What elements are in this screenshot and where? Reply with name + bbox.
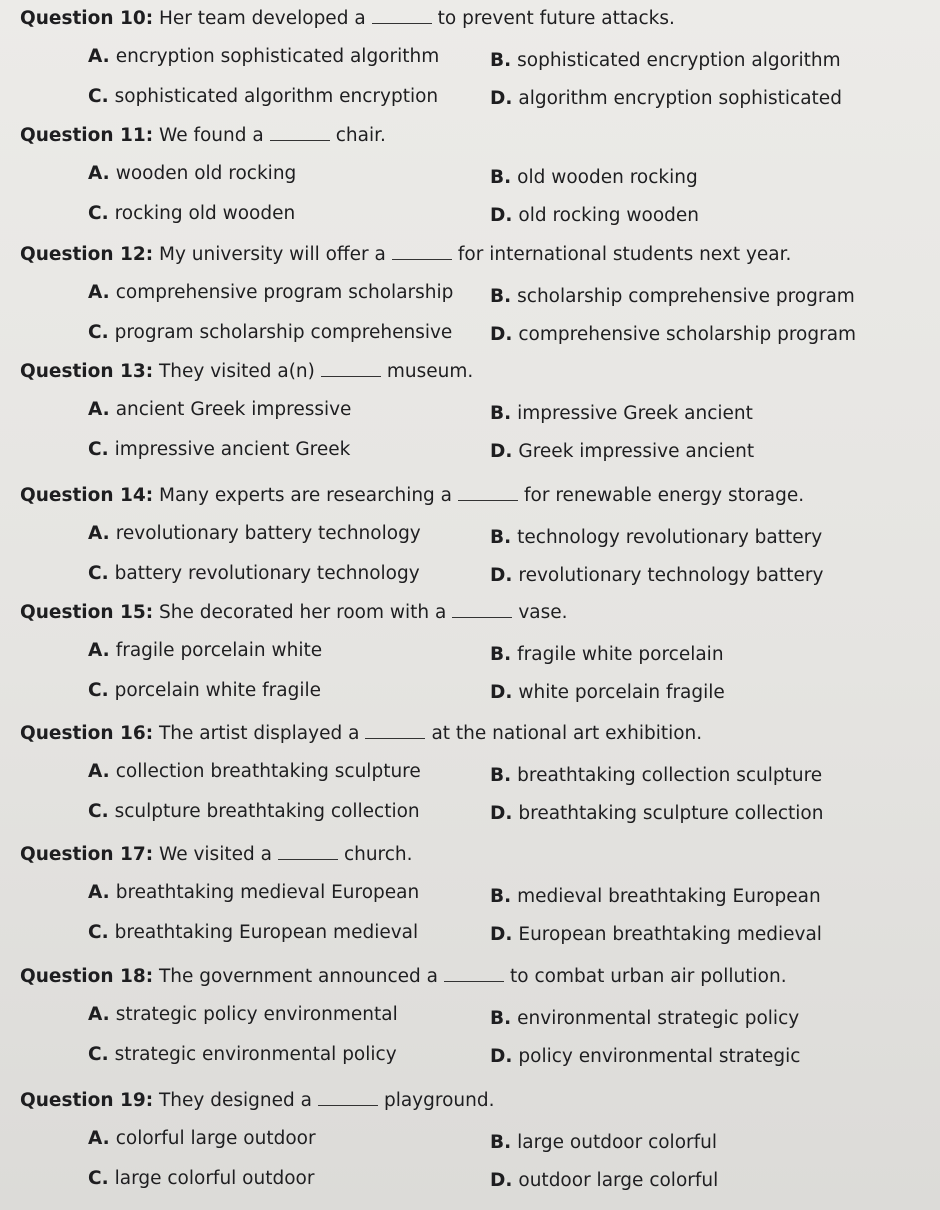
question-number: Question 19:: [20, 1090, 154, 1111]
question-number: Question 11:: [20, 125, 154, 146]
question-stem: [20, 244, 791, 265]
question-stem: [20, 1090, 494, 1111]
question-stem: [20, 966, 787, 987]
option-b: B. large outdoor colorful: [490, 1132, 718, 1153]
option-d: D. comprehensive scholarship program: [490, 324, 857, 345]
option-d: D. old rocking wooden: [490, 205, 699, 226]
option-a: A. revolutionary battery technology: [88, 523, 421, 544]
option-d: D. algorithm encryption sophisticated: [490, 88, 842, 109]
option-c: C. strategic environmental policy: [88, 1044, 397, 1065]
stem-before: We found a: [159, 125, 264, 146]
question-number: Question 12:: [20, 244, 154, 265]
option-a: A. strategic policy environmental: [88, 1004, 398, 1025]
question-number: Question 18:: [20, 966, 154, 987]
answer-blank: [372, 9, 432, 24]
option-d: D. revolutionary technology battery: [490, 565, 824, 586]
question-stem: [20, 361, 473, 382]
question-number: Question 14:: [20, 485, 154, 506]
option-d: D. policy environmental strategic: [490, 1046, 801, 1067]
stem-after: vase.: [518, 602, 568, 623]
stem-before: My university will offer a: [159, 244, 386, 265]
option-b: B. old wooden rocking: [490, 167, 698, 188]
answer-blank: [365, 724, 425, 739]
answer-blank: [318, 1091, 378, 1106]
question-stem: [20, 844, 413, 865]
stem-after: playground.: [383, 1090, 495, 1111]
stem-after: at the national art exhibition.: [431, 723, 703, 744]
question-stem: [20, 723, 702, 744]
option-a: A. collection breathtaking sculpture: [88, 761, 421, 782]
answer-blank: [278, 845, 338, 860]
option-a: A. comprehensive program scholarship: [88, 282, 454, 303]
option-b: B. technology revolutionary battery: [490, 527, 823, 548]
stem-after: to combat urban air pollution.: [510, 966, 787, 987]
option-b: B. scholarship comprehensive program: [490, 286, 855, 307]
question-18: [0, 962, 940, 1080]
stem-before: We visited a: [159, 844, 272, 865]
question-stem: [20, 602, 568, 623]
option-a: A. wooden old rocking: [88, 163, 297, 184]
question-15: [0, 598, 940, 716]
question-10: [0, 4, 940, 122]
stem-before: The government announced a: [159, 966, 439, 987]
option-a: A. ancient Greek impressive: [88, 399, 352, 420]
option-b: B. sophisticated encryption algorithm: [490, 50, 841, 71]
option-b: B. breathtaking collection sculpture: [490, 765, 823, 786]
option-c: C. large colorful outdoor: [88, 1168, 315, 1189]
option-b: B. medieval breathtaking European: [490, 886, 821, 907]
answer-blank: [392, 245, 452, 260]
question-11: [0, 121, 940, 239]
answer-blank: [321, 362, 381, 377]
option-c: C. program scholarship comprehensive: [88, 322, 453, 343]
question-stem: [20, 8, 675, 29]
question-13: [0, 357, 940, 475]
option-c: C. sculpture breathtaking collection: [88, 801, 420, 822]
question-number: Question 15:: [20, 602, 154, 623]
question-14: [0, 481, 940, 599]
stem-before: Her team developed a: [159, 8, 366, 29]
option-c: C. breathtaking European medieval: [88, 922, 419, 943]
option-c: C. sophisticated algorithm encryption: [88, 86, 439, 107]
option-b: B. fragile white porcelain: [490, 644, 724, 665]
option-a: A. colorful large outdoor: [88, 1128, 316, 1149]
option-d: D. breathtaking sculpture collection: [490, 803, 824, 824]
stem-before: Many experts are researching a: [159, 485, 453, 506]
question-number: Question 10:: [20, 8, 154, 29]
stem-after: for renewable energy storage.: [524, 485, 805, 506]
answer-blank: [458, 486, 518, 501]
stem-after: museum.: [386, 361, 474, 382]
option-a: A. encryption sophisticated algorithm: [88, 46, 440, 67]
question-number: Question 16:: [20, 723, 154, 744]
stem-before: They designed a: [159, 1090, 312, 1111]
stem-before: She decorated her room with a: [159, 602, 447, 623]
stem-after: chair.: [335, 125, 386, 146]
answer-blank: [452, 603, 512, 618]
question-12: [0, 240, 940, 358]
stem-before: They visited a(n): [159, 361, 315, 382]
option-c: C. impressive ancient Greek: [88, 439, 351, 460]
answer-blank: [270, 126, 330, 141]
question-17: [0, 840, 940, 958]
option-a: A. fragile porcelain white: [88, 640, 323, 661]
stem-after: for international students next year.: [457, 244, 792, 265]
option-c: C. battery revolutionary technology: [88, 563, 420, 584]
stem-before: The artist displayed a: [159, 723, 360, 744]
question-stem: [20, 485, 804, 506]
question-16: [0, 719, 940, 837]
question-number: Question 13:: [20, 361, 154, 382]
option-d: D. European breathtaking medieval: [490, 924, 822, 945]
option-c: C. rocking old wooden: [88, 203, 296, 224]
question-stem: [20, 125, 386, 146]
option-d: D. outdoor large colorful: [490, 1170, 719, 1191]
stem-after: church.: [343, 844, 413, 865]
option-a: A. breathtaking medieval European: [88, 882, 420, 903]
option-d: D. Greek impressive ancient: [490, 441, 755, 462]
option-d: D. white porcelain fragile: [490, 682, 725, 703]
option-c: C. porcelain white fragile: [88, 680, 322, 701]
answer-blank: [444, 967, 504, 982]
question-number: Question 17:: [20, 844, 154, 865]
question-19: [0, 1086, 940, 1204]
stem-after: to prevent future attacks.: [437, 8, 675, 29]
option-b: B. environmental strategic policy: [490, 1008, 800, 1029]
option-b: B. impressive Greek ancient: [490, 403, 753, 424]
